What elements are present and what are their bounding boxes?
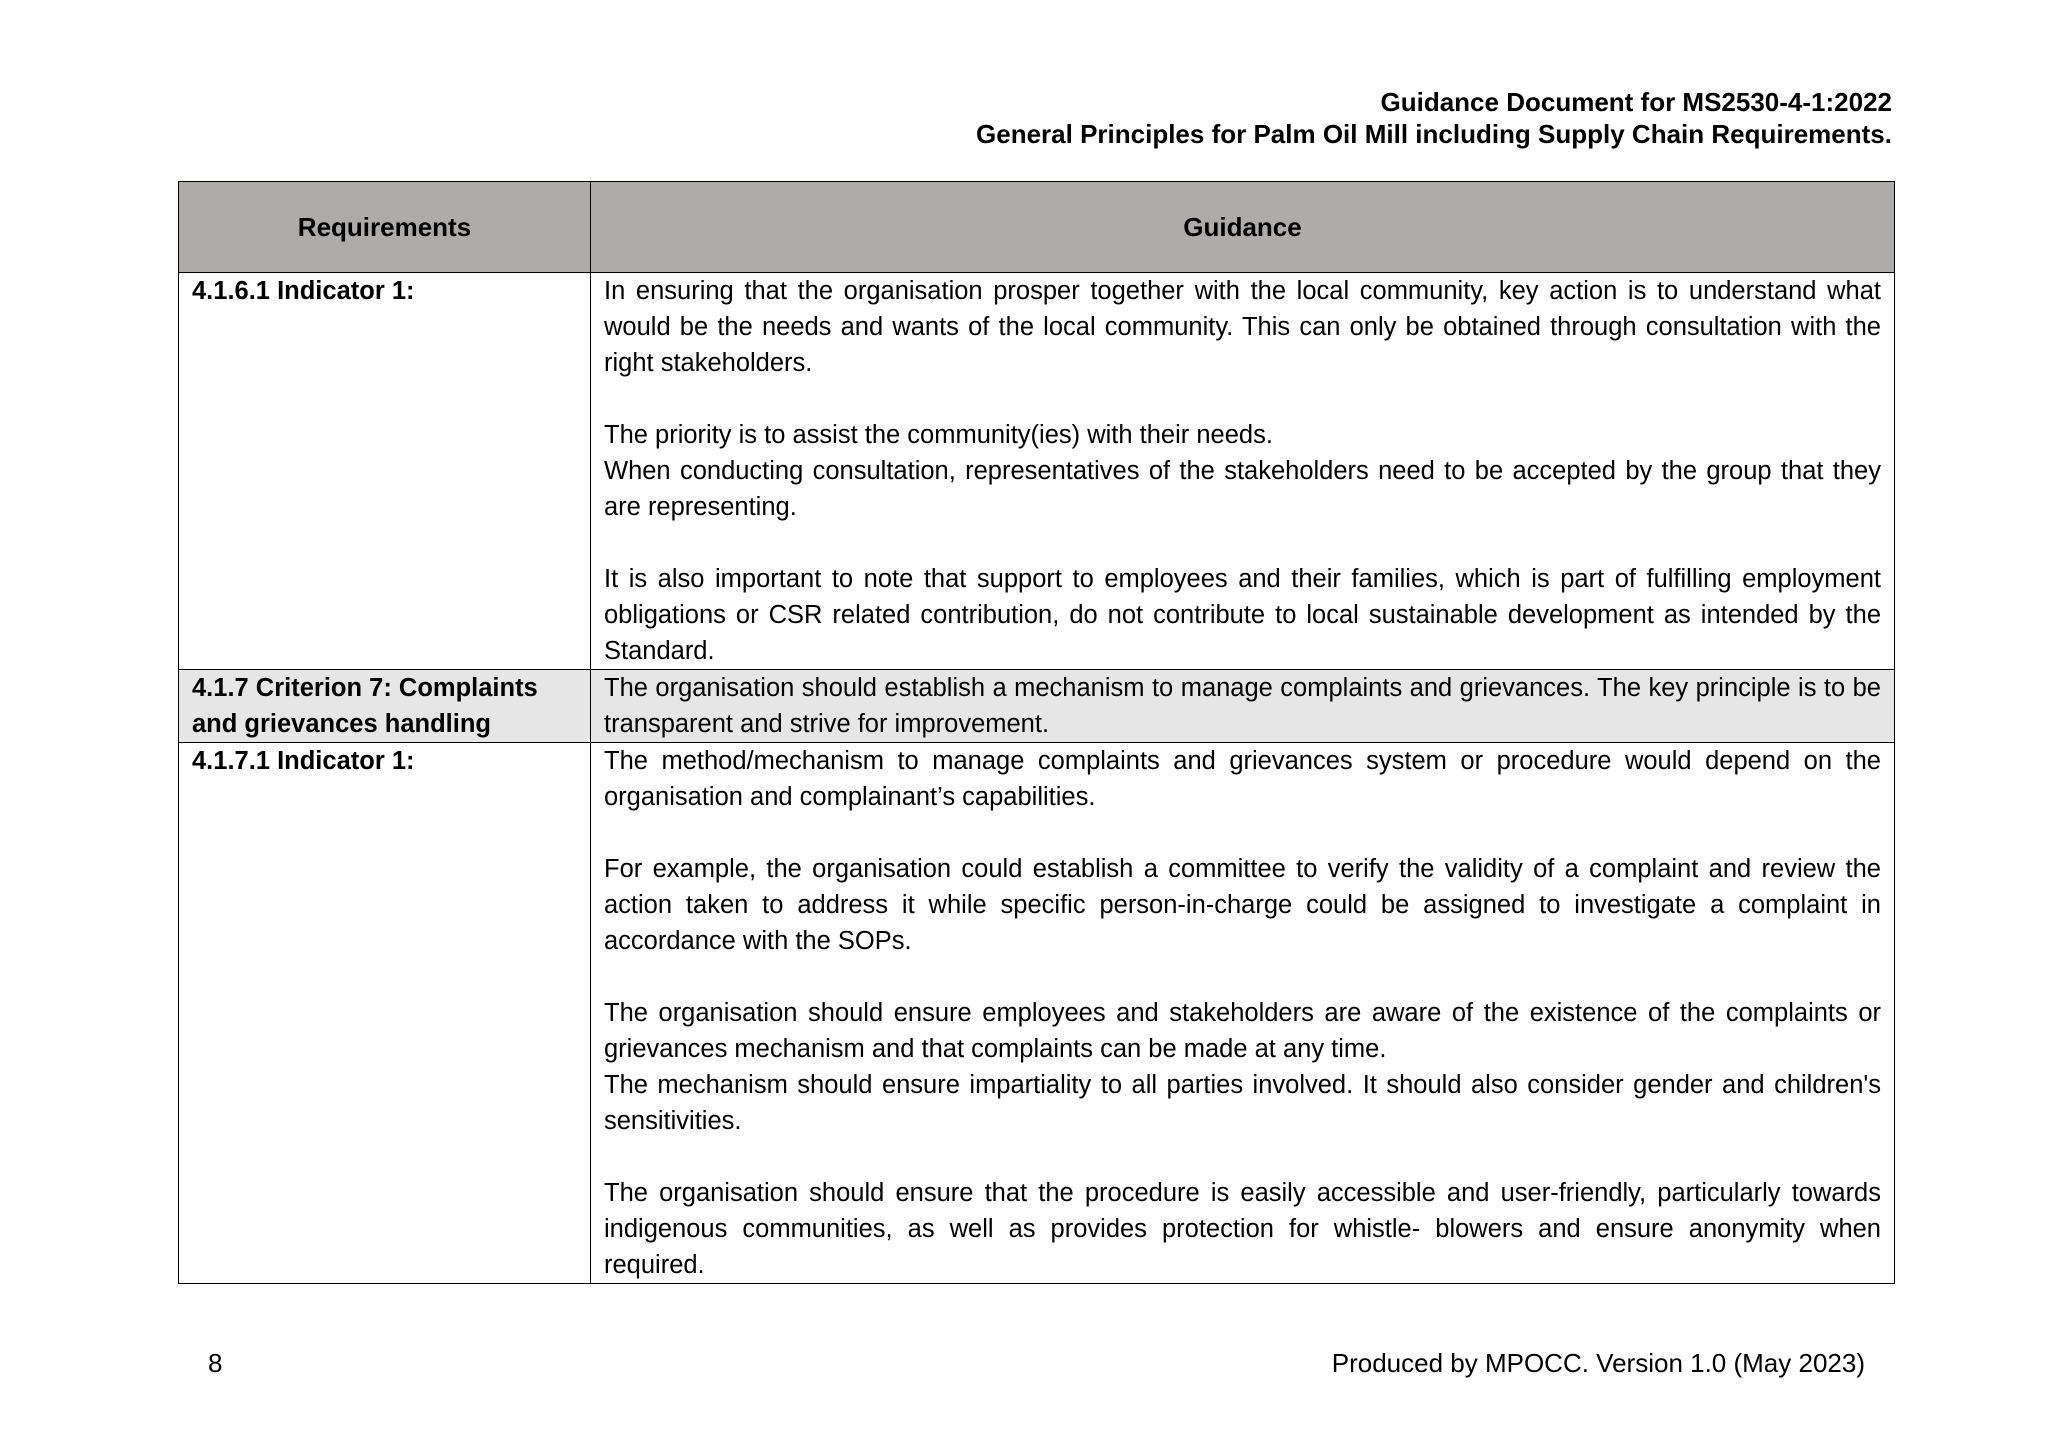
requirement-cell: 4.1.6.1 Indicator 1: (179, 273, 591, 670)
table-row (179, 743, 1895, 1284)
document-title: Guidance Document for MS2530-4-1:2022 (1380, 87, 1892, 117)
requirements-guidance-table (178, 181, 1895, 1284)
guidance-cell (591, 273, 1895, 670)
page-number: 8 (208, 1348, 223, 1378)
document-header (976, 86, 1892, 150)
guidance-paragraph: The organisation should ensure that the procedure is easily accessible and user-friendly, particularly towards indigenous communities, as well as provides protection for whistle- blowers and ensure anonymity when required. (604, 1179, 1881, 1279)
table-row (179, 273, 1895, 670)
document-subtitle: General Principles for Palm Oil Mill including Supply Chain Requirements. (976, 119, 1892, 149)
guidance-paragraph: The organisation should establish a mechanism to manage complaints and grievances. The key principle is to be transparent and strive for improvement. (604, 674, 1881, 738)
guidance-paragraph: It is also important to note that support to employees and their families, which is part of fulfilling employment obligations or CSR related contribution, do not contribute to local sustainable development as intended by the Standard. (604, 565, 1881, 665)
guidance-paragraph: In ensuring that the organisation prosper together with the local community, key action is to understand what would be the needs and wants of the local community. This can only be obtained through consultation with the right stakeholders. (604, 277, 1881, 377)
requirement-cell: 4.1.7.1 Indicator 1: (179, 743, 591, 1284)
guidance-paragraph: When conducting consultation, representatives of the stakeholders need to be accepted by the group that they are representing. (604, 457, 1881, 521)
guidance-cell (591, 670, 1895, 743)
table-row-criterion (179, 670, 1895, 743)
criterion-cell: 4.1.7 Criterion 7: Complaints and grievances handling (179, 670, 591, 743)
column-header-requirements: Requirements (179, 182, 591, 273)
guidance-paragraph: For example, the organisation could establish a committee to verify the validity of a complaint and review the action taken to address it while specific person-in-charge could be assigned to investigate a complaint in accordance with the SOPs. (604, 855, 1881, 955)
guidance-paragraph: The method/mechanism to manage complaints and grievances system or procedure would depend on the organisation and complainant’s capabilities. (604, 747, 1881, 811)
guidance-cell (591, 743, 1895, 1284)
table-header-row (179, 182, 1895, 273)
footer-producer: Produced by MPOCC. Version 1.0 (May 2023) (1331, 1348, 1865, 1378)
column-header-guidance: Guidance (591, 182, 1895, 273)
guidance-paragraph: The mechanism should ensure impartiality to all parties involved. It should also consider gender and children's sensitivities. (604, 1071, 1881, 1135)
guidance-paragraph: The priority is to assist the community(ies) with their needs. (604, 421, 1273, 449)
guidance-paragraph: The organisation should ensure employees and stakeholders are aware of the existence of the complaints or grievances mechanism and that complaints can be made at any time. (604, 999, 1881, 1063)
